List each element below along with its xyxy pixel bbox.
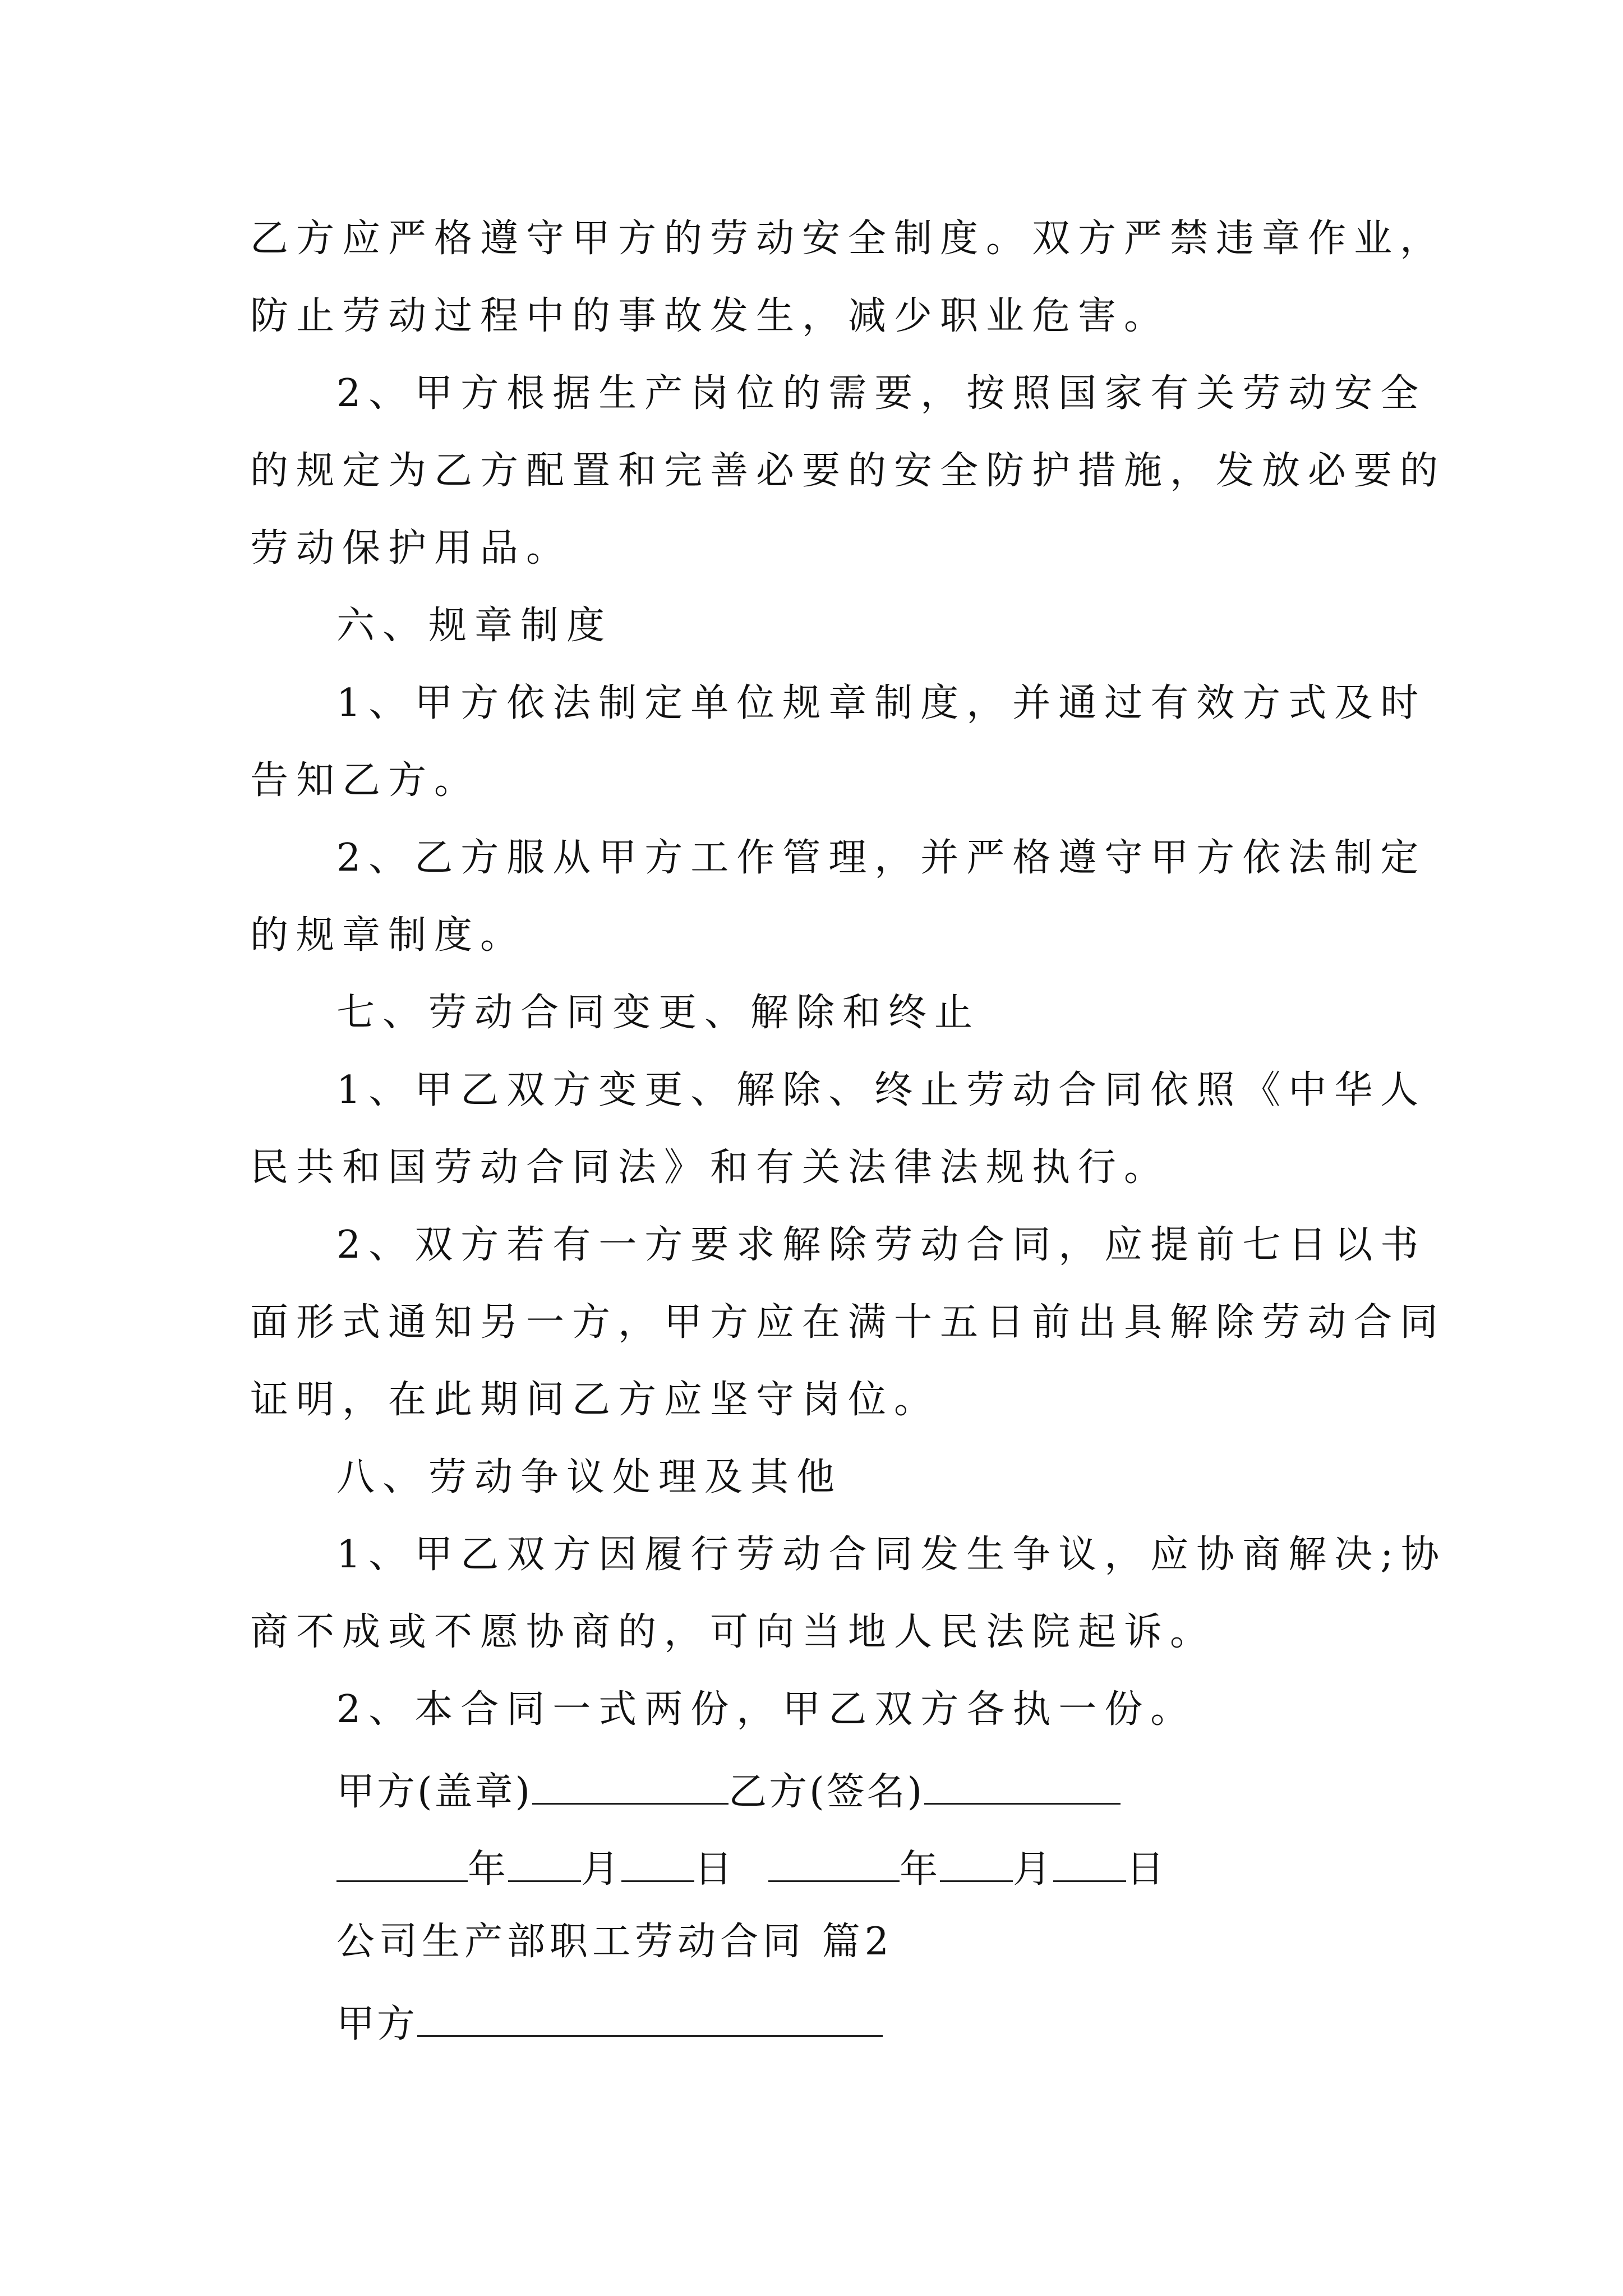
day-label: 日 [1126, 1847, 1167, 1892]
party-b-month-blank[interactable] [940, 1846, 1013, 1882]
paragraph-line: 1、甲乙双方因履行劳动合同发生争议，应协商解决;协 [336, 1533, 1447, 1577]
party-b-day-blank[interactable] [1053, 1846, 1126, 1882]
paragraph-line: 2、乙方服从甲方工作管理，并严格遵守甲方依法制定 [336, 836, 1427, 880]
section-heading: 七、劳动合同变更、解除和终止 [336, 991, 981, 1035]
party-b-year-blank[interactable] [768, 1846, 900, 1882]
day-label: 日 [694, 1847, 735, 1892]
paragraph-line: 的规定为乙方配置和完善必要的安全防护措施，发放必要的 [250, 449, 1446, 493]
date-line [336, 1846, 1167, 1892]
party-a-name-blank[interactable] [417, 2000, 883, 2037]
party-a-line [336, 2000, 883, 2044]
month-label: 月 [1013, 1847, 1054, 1892]
paragraph-line: 乙方应严格遵守甲方的劳动安全制度。双方严禁违章作业， [250, 217, 1446, 261]
section-heading: 八、劳动争议处理及其他 [336, 1455, 843, 1499]
paragraph-line: 1、甲方依法制定单位规章制度，并通过有效方式及时 [336, 681, 1427, 725]
paragraph-line: 2、双方若有一方要求解除劳动合同，应提前七日以书 [336, 1223, 1427, 1267]
party-a-day-blank[interactable] [621, 1846, 694, 1882]
paragraph-line: 2、甲方根据生产岗位的需要，按照国家有关劳动安全 [336, 371, 1427, 416]
paragraph-line: 民共和国劳动合同法》和有关法律法规执行。 [250, 1145, 1170, 1190]
party-a-label: 甲方 [336, 2002, 418, 2046]
party-a-seal-label: 甲方(盖章) [336, 1770, 533, 1814]
signature-line [336, 1768, 1121, 1814]
party-b-sign-label: 乙方(签名) [728, 1770, 925, 1814]
section-heading: 六、规章制度 [336, 604, 613, 648]
paragraph-line: 告知乙方。 [250, 758, 481, 803]
year-label: 年 [900, 1847, 940, 1892]
paragraph-line: 的规章制度。 [250, 913, 527, 958]
paragraph-line: 2、本合同一式两份，甲乙双方各执一份。 [336, 1687, 1197, 1732]
paragraph-line: 1、甲乙双方变更、解除、终止劳动合同依照《中华人 [336, 1068, 1427, 1112]
paragraph-line: 证明，在此期间乙方应坚守岗位。 [250, 1378, 940, 1422]
paragraph-line: 劳动保护用品。 [250, 526, 573, 570]
paragraph-line: 商不成或不愿协商的，可向当地人民法院起诉。 [250, 1610, 1216, 1654]
party-a-year-blank[interactable] [336, 1846, 468, 1882]
party-a-seal-blank[interactable] [532, 1768, 728, 1805]
next-section-title: 公司生产部职工劳动合同 篇2 [336, 1920, 893, 1964]
year-label: 年 [468, 1847, 509, 1892]
paragraph-line: 防止劳动过程中的事故发生，减少职业危害。 [250, 294, 1170, 338]
party-a-month-blank[interactable] [508, 1846, 581, 1882]
party-b-sign-blank[interactable] [924, 1768, 1121, 1805]
month-label: 月 [581, 1847, 622, 1892]
paragraph-line: 面形式通知另一方，甲方应在满十五日前出具解除劳动合同 [250, 1300, 1446, 1345]
